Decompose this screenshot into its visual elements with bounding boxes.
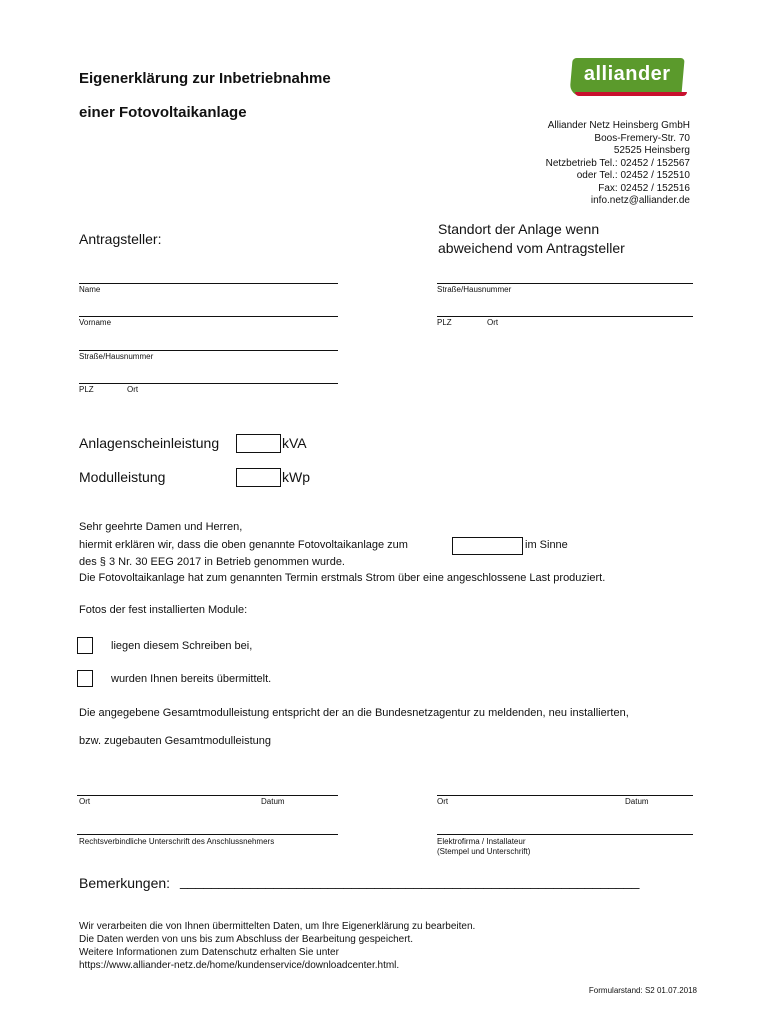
left-date-label: Datum [261, 797, 285, 806]
remarks-field[interactable]: ___________________________________________________________ [180, 873, 640, 889]
address-line: oder Tel.: 02452 / 152510 [576, 170, 690, 181]
declaration-text-suffix: im Sinne [525, 539, 568, 551]
photos-enclosed-checkbox[interactable] [77, 637, 93, 654]
module-power-input[interactable] [236, 468, 281, 487]
site-street-label: Straße/Hausnummer [437, 285, 512, 294]
form-title-line2: einer Fotovoltaikanlage [79, 104, 247, 121]
applicant-street-field[interactable] [79, 350, 338, 351]
site-zip-city-field[interactable] [437, 316, 693, 317]
form-title-line1: Eigenerklärung zur Inbetriebnahme [79, 70, 331, 87]
capacity-statement-line1: Die angegebene Gesamtmodulleistung entspricht der an die Bundesnetzagentur zu meldenden, neu installierten, [79, 707, 629, 719]
module-power-unit: kWp [282, 469, 310, 485]
commissioning-date-input[interactable] [452, 537, 523, 555]
installer-signature-label: Elektrofirma / Installateur [437, 837, 526, 846]
privacy-line: https://www.alliander-netz.de/home/kundenservice/downloadcenter.html. [79, 960, 400, 971]
photos-sent-checkbox[interactable] [77, 670, 93, 687]
capacity-statement-line2: bzw. zugebauten Gesamtmodulleistung [79, 735, 272, 747]
site-zip-label: PLZ [437, 318, 452, 327]
customer-signature-field[interactable] [77, 834, 338, 835]
name-field[interactable] [79, 283, 338, 284]
name-label: Name [79, 285, 101, 294]
privacy-line: Wir verarbeiten die von Ihnen übermittelten Daten, um Ihre Eigenerklärung zu bearbeiten. [79, 921, 476, 932]
photos-heading: Fotos der fest installierten Module: [79, 604, 248, 616]
customer-signature-label: Rechtsverbindliche Unterschrift des Anschlussnehmers [79, 837, 275, 846]
site-street-field[interactable] [437, 283, 693, 284]
applicant-zip-label: PLZ [79, 385, 94, 394]
photos-enclosed-label: liegen diesem Schreiben bei, [111, 640, 253, 652]
applicant-street-label: Straße/Hausnummer [79, 352, 154, 361]
logo-text: alliander [583, 63, 671, 85]
right-place-date-field[interactable] [437, 795, 693, 796]
privacy-notice [79, 920, 475, 972]
salutation: Sehr geehrte Damen und Herren, [79, 521, 243, 533]
left-place-date-field[interactable] [77, 795, 338, 796]
address-line: Alliander Netz Heinsberg GmbH [547, 120, 690, 131]
right-date-label: Datum [625, 797, 649, 806]
privacy-line: Die Daten werden von uns bis zum Abschluss der Bearbeitung gespeichert. [79, 934, 414, 945]
installer-signature-note: (Stempel und Unterschrift) [437, 847, 531, 856]
address-line: info.netz@alliander.de [590, 195, 690, 206]
applicant-zip-city-field[interactable] [79, 383, 338, 384]
apparent-power-input[interactable] [236, 434, 281, 453]
applicant-heading: Antragsteller: [79, 231, 162, 247]
address-line: Netzbetrieb Tel.: 02452 / 152567 [545, 157, 690, 169]
apparent-power-label: Anlagenscheinleistung [79, 435, 220, 451]
logo-stripe [575, 92, 687, 96]
eeg-reference: des § 3 Nr. 30 EEG 2017 in Betrieb genommen wurde. [79, 556, 345, 568]
form-version: Formularstand: S2 01.07.2018 [588, 986, 697, 995]
remarks-label: Bemerkungen: [79, 875, 171, 891]
site-heading-line2: abweichend vom Antragsteller [438, 240, 625, 256]
firstname-field[interactable] [79, 316, 338, 317]
alliander-logo [569, 58, 684, 96]
site-heading-line1: Standort der Anlage wenn [438, 221, 600, 237]
left-place-label: Ort [79, 797, 91, 806]
apparent-power-unit: kVA [282, 435, 307, 451]
installer-signature-field[interactable] [437, 834, 693, 835]
address-line: Boos-Fremery-Str. 70 [594, 132, 690, 144]
module-power-label: Modulleistung [79, 469, 166, 485]
right-place-label: Ort [437, 797, 449, 806]
photos-sent-label: wurden Ihnen bereits übermittelt. [111, 673, 272, 685]
address-line: 52525 Heinsberg [613, 145, 690, 156]
site-city-label: Ort [487, 318, 499, 327]
production-statement: Die Fotovoltaikanlage hat zum genannten Termin erstmals Strom über eine angeschlossene Last produziert. [79, 572, 606, 584]
applicant-city-label: Ort [127, 385, 139, 394]
declaration-text: hiermit erklären wir, dass die oben genannte Fotovoltaikanlage zum [79, 539, 408, 551]
company-address [546, 120, 690, 208]
address-line: Fax: 02452 / 152516 [598, 182, 690, 194]
firstname-label: Vorname [79, 318, 112, 327]
privacy-line: Weitere Informationen zum Datenschutz erhalten Sie unter [79, 947, 339, 958]
